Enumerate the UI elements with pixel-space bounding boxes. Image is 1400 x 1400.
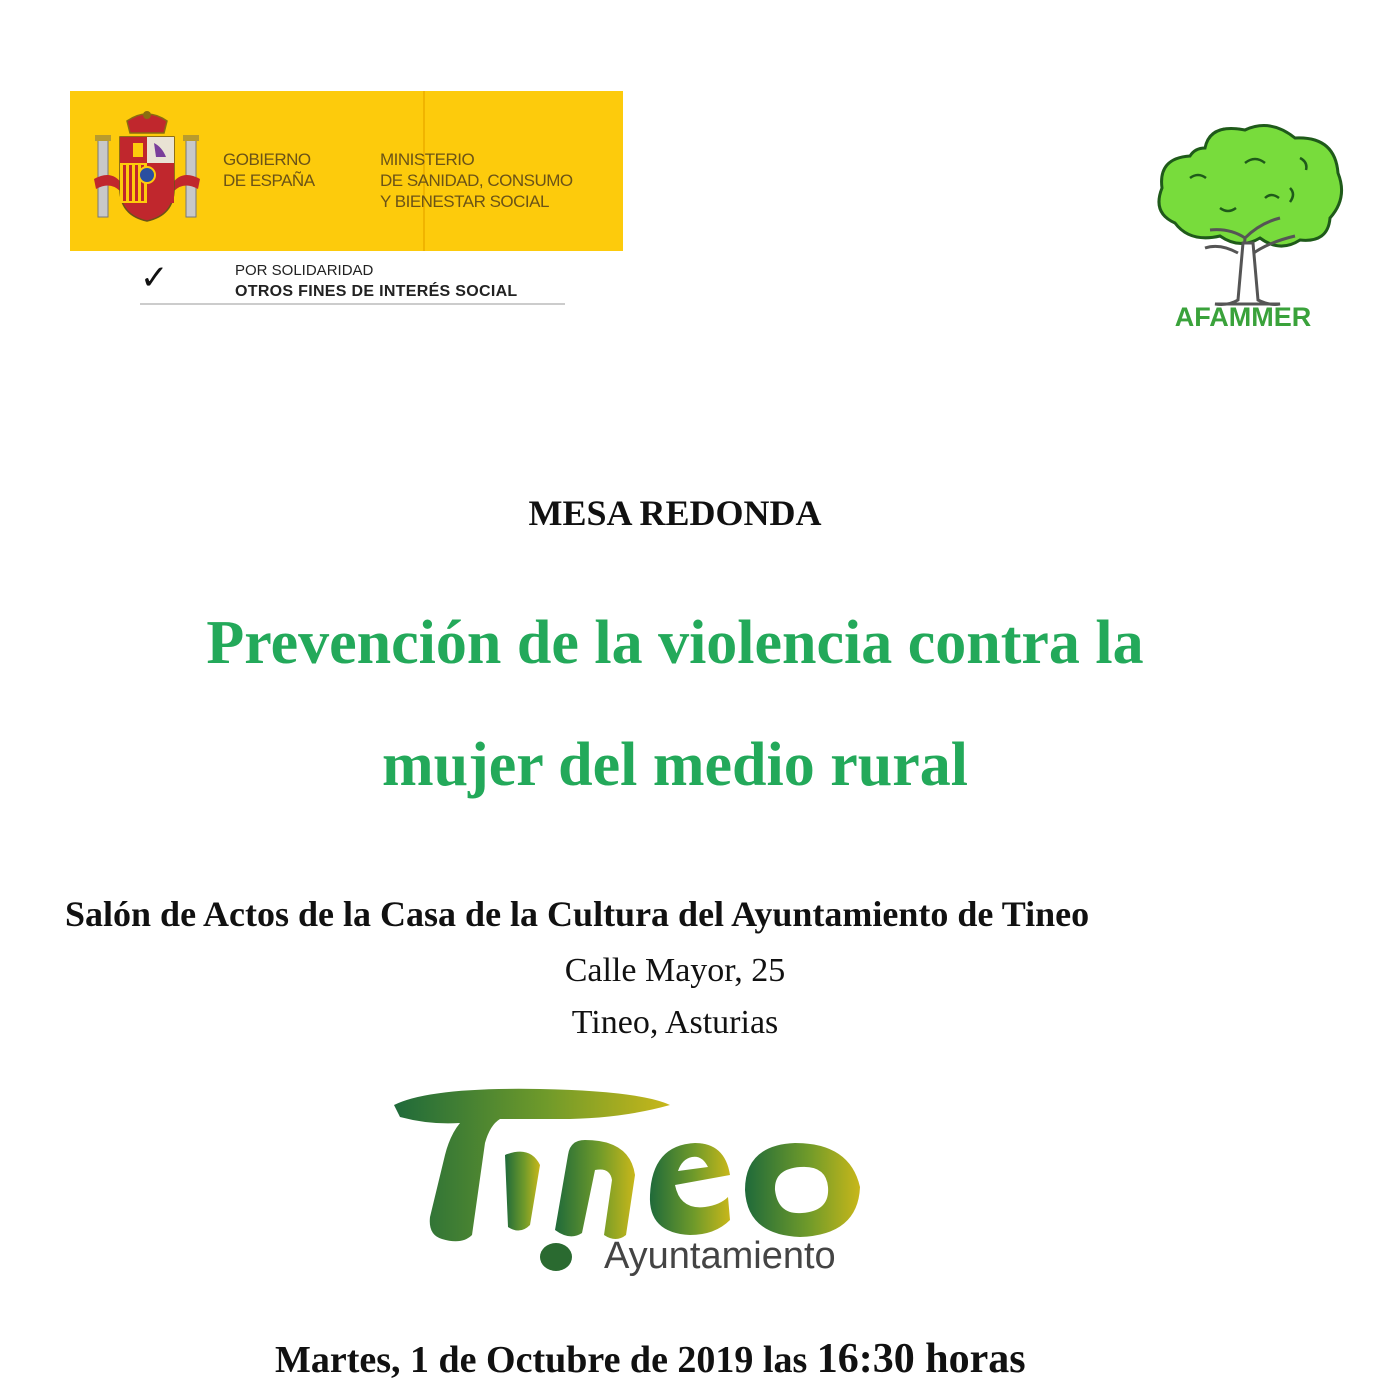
- ministerio-line: MINISTERIO: [380, 150, 475, 169]
- divider: [140, 303, 565, 305]
- gov-line: GOBIERNO: [223, 150, 311, 169]
- ministerio-text: [380, 149, 573, 212]
- venue: Salón de Actos de la Casa de la Cultura del Ayuntamiento de Tineo: [65, 894, 1090, 934]
- event-date: [275, 1335, 1026, 1383]
- gov-line: DE ESPAÑA: [223, 171, 315, 190]
- checkmark-icon: ✓: [140, 258, 169, 298]
- address-street: Calle Mayor, 25: [564, 952, 786, 989]
- event-title-line2: mujer del medio rural: [381, 731, 969, 799]
- gobierno-espana-logo: [70, 91, 623, 251]
- afammer-label: AFAMMER: [1174, 302, 1312, 332]
- time-text: 16:30 horas: [816, 1336, 1026, 1382]
- por-solidaridad-text: POR SOLIDARIDAD: [235, 262, 374, 279]
- address-city: Tineo, Asturias: [571, 1004, 779, 1041]
- gobierno-text: [223, 149, 315, 191]
- event-type: MESA REDONDA: [528, 493, 822, 533]
- date-text: Martes, 1 de Octubre de 2019 las: [275, 1339, 817, 1381]
- ayuntamiento-label: Ayuntamiento: [604, 1235, 836, 1277]
- otros-fines-text: OTROS FINES DE INTERÉS SOCIAL: [235, 283, 518, 300]
- event-title-line1: Prevención de la violencia contra la: [206, 609, 1144, 677]
- coat-of-arms-icon: [92, 109, 202, 229]
- ministerio-line: Y BIENESTAR SOCIAL: [380, 192, 549, 211]
- ministerio-line: DE SANIDAD, CONSUMO: [380, 171, 573, 190]
